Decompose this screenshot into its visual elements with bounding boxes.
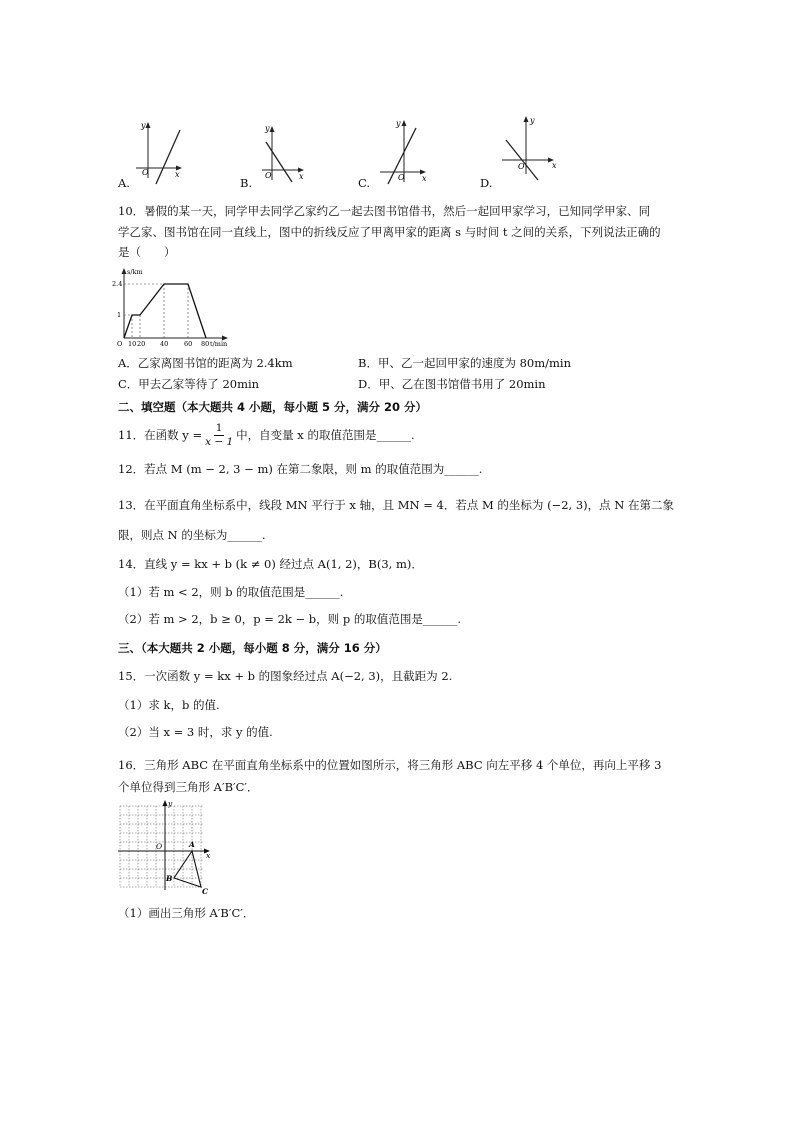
q11-numerator: 1 bbox=[215, 421, 223, 434]
q13-line2: 限，则点 N 的坐标为______. bbox=[118, 528, 266, 542]
q10-xtick-60: 60 bbox=[184, 340, 193, 348]
q10-option-d: D．甲、乙在图书馆借书用了 20min bbox=[358, 377, 546, 391]
graph-a-x: x bbox=[175, 170, 180, 179]
q14-part1: （1）若 m < 2，则 b 的取值范围是______. bbox=[118, 585, 344, 599]
q10-line2: 学乙家、图书馆在同一直线上，图中的折线反应了甲离甲家的距离 s 与时间 t 之间的关系，下列说法正确的 bbox=[118, 225, 661, 239]
q13-line1: 13．在平面直角坐标系中，线段 MN 平行于 x 轴，且 MN = 4．若点 M 的坐标为 (−2, 3)，点 N 在第二象 bbox=[118, 498, 674, 512]
graph-c-x: x bbox=[422, 174, 427, 183]
q10-ylabel: s/km bbox=[127, 268, 143, 276]
q16-grid-svg bbox=[114, 800, 218, 896]
graph-b-o: O bbox=[265, 171, 272, 180]
q9-graph-d bbox=[498, 112, 568, 192]
q16-grid-figure bbox=[114, 800, 218, 896]
q10-xtick-40: 40 bbox=[160, 340, 169, 348]
graph-d-o: O bbox=[518, 162, 525, 171]
q9-graph-a bbox=[118, 116, 198, 192]
q10-xtick-80: 80 bbox=[201, 340, 210, 348]
section2-heading: 二、填空题（本大题共 4 小题，每小题 5 分，满分 20 分） bbox=[118, 400, 428, 414]
q15-part1: （1）求 k，b 的值. bbox=[118, 698, 220, 712]
q9-option-c: C. bbox=[358, 176, 371, 190]
graph-d-y: y bbox=[530, 116, 535, 125]
q10-xlabel: t/min bbox=[210, 340, 228, 348]
q16-grid-x: x bbox=[206, 851, 211, 860]
q16-grid-y: y bbox=[168, 800, 173, 808]
q16-point-c: C bbox=[202, 887, 208, 896]
q9-option-d: D. bbox=[480, 176, 493, 190]
q16-line2: 个单位得到三角形 A′B′C′． bbox=[118, 780, 259, 794]
q16-point-b: B bbox=[166, 874, 173, 883]
q10-graph-svg bbox=[112, 264, 236, 352]
q10-graph bbox=[112, 264, 236, 352]
q11-denominator: x − 1 bbox=[205, 435, 234, 448]
q10-ytick-24: 2.4 bbox=[112, 280, 123, 288]
q15-stem: 15．一次函数 y = kx + b 的图象经过点 A(−2, 3)，且截距为 2. bbox=[118, 669, 453, 683]
graph-d-x: x bbox=[552, 161, 557, 170]
q14-part2: （2）若 m > 2，b ≥ 0，p = 2k − b，则 p 的取值范围是______. bbox=[118, 612, 461, 626]
graph-a-y: y bbox=[141, 121, 146, 130]
q12-text: 12．若点 M (m − 2, 3 − m) 在第二象限，则 m 的取值范围为______. bbox=[118, 462, 483, 476]
q11-post: 中，自变量 x 的取值范围是______. bbox=[236, 428, 415, 442]
section3-heading: 三、（本大题共 2 小题，每小题 8 分，满分 16 分） bbox=[118, 641, 387, 655]
q10-option-b: B．甲、乙一起回甲家的速度为 80m/min bbox=[358, 356, 572, 370]
q11 bbox=[118, 418, 415, 452]
q15-part2: （2）当 x = 3 时，求 y 的值. bbox=[118, 725, 273, 739]
graph-a-o: O bbox=[142, 168, 149, 177]
q11-pre: 11．在函数 y = bbox=[118, 428, 203, 442]
q11-fraction bbox=[205, 422, 233, 449]
graph-b-x: x bbox=[299, 172, 304, 181]
q16-line1: 16．三角形 ABC 在平面直角坐标系中的位置如图所示，将三角形 ABC 向左平移 4 个单位，再向上平移 3 bbox=[118, 758, 662, 772]
graph-a-svg bbox=[118, 116, 198, 192]
q10-xtick-20: 20 bbox=[137, 340, 146, 348]
q10-option-c: C．甲去乙家等待了 20min bbox=[118, 377, 260, 391]
q9-option-b: B. bbox=[240, 176, 253, 190]
graph-c-o: O bbox=[398, 173, 405, 182]
q10-origin: O bbox=[117, 340, 123, 348]
q10-line3: 是（ ） bbox=[118, 245, 176, 259]
q16-grid-o: O bbox=[156, 842, 163, 851]
q10-line1: 10．暑假的某一天，同学甲去同学乙家约乙一起去图书馆借书，然后一起回甲家学习，已知同学甲家、同 bbox=[118, 204, 651, 218]
q16-point-a: A bbox=[189, 840, 195, 849]
q9-option-a: A. bbox=[118, 176, 130, 190]
graph-c-y: y bbox=[396, 119, 401, 128]
graph-b-y: y bbox=[265, 124, 270, 133]
q14-stem: 14．直线 y = kx + b (k ≠ 0) 经过点 A(1, 2)，B(3, m)． bbox=[118, 557, 423, 571]
q10-ytick-1: 1 bbox=[117, 311, 122, 319]
graph-d-svg bbox=[498, 112, 568, 192]
q10-xtick-10: 10 bbox=[128, 340, 137, 348]
q10-option-a: A．乙家离图书馆的距离为 2.4km bbox=[118, 356, 293, 370]
q16-part1: （1）画出三角形 A′B′C′． bbox=[118, 906, 255, 920]
